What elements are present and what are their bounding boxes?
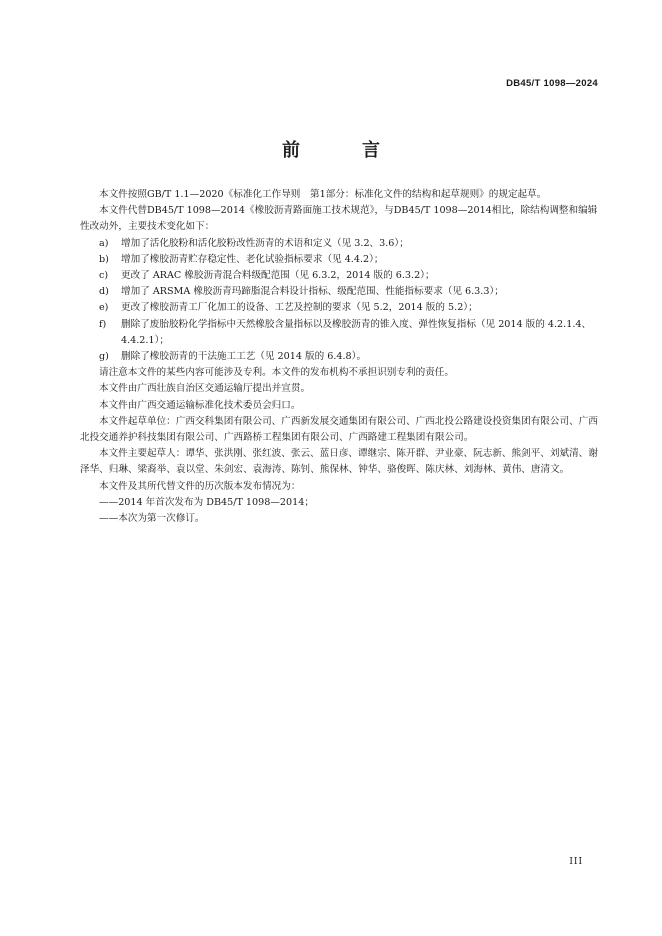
change-item-c	[80, 268, 600, 284]
change-text: 更改了橡胶沥青工厂化加工的设备、工艺及控制的要求（见 5.2，2014 版的 5.2）；	[121, 302, 478, 314]
paragraph-patent-notice: 请注意本文件的某些内容可能涉及专利。本文件的发布机构不承担识别专利的责任。	[99, 367, 454, 379]
change-item-d	[80, 284, 600, 300]
change-text: 增加了 ARSMA 橡胶沥青玛蹄脂混合料设计指标、级配范围、性能指标要求（见 6.3.3）；	[121, 286, 504, 298]
change-label: a)	[99, 237, 109, 249]
change-label: e)	[99, 302, 109, 314]
change-text: 删除了橡胶沥青的干法施工工艺（见 2014 版的 6.4.8）。	[121, 351, 367, 363]
change-label: c)	[99, 270, 109, 282]
foreword-body	[80, 187, 600, 527]
paragraph-centralized-by: 本文件由广西交通运输标准化技术委员会归口。	[99, 399, 301, 411]
paragraph-drafting-rules: 本文件按照GB/T 1.1—2020《标准化工作导则 第1部分：标准化文件的结构和起草规则》的规定起草。	[99, 189, 547, 200]
page-title: 前 言	[282, 140, 402, 161]
change-label: g)	[99, 351, 109, 363]
paragraph-history-intro: 本文件及其所代替文件的历次版本发布情况为：	[99, 480, 301, 492]
change-item-g	[80, 349, 600, 365]
history-item: ——本次为第一次修订。	[99, 513, 205, 525]
change-item-e	[80, 300, 600, 316]
change-item-a	[80, 236, 600, 252]
paragraph-drafters: 本文件主要起草人：谭华、张洪刚、张红波、张云、蓝日彦、谭继宗、陈开群、尹业豪、阮志新、熊剑平、刘斌清、谢泽华、归琳、梁裔举、袁以堂、朱剑宏、袁海涛、陈钊、熊保林、钟华、骆俊晖、陈庆林、刘海林、黄伟、唐清文。	[80, 448, 598, 476]
page-number: III	[569, 857, 583, 867]
history-item: ——2014 年首次发布为 DB45/T 1098—2014；	[99, 496, 314, 508]
change-text: 增加了活化胶粉和活化胶粉改性沥青的术语和定义（见 3.2、3.6）；	[121, 237, 409, 249]
change-label: b)	[99, 253, 109, 265]
change-text: 增加了橡胶沥青贮存稳定性、老化试验指标要求（见 4.4.2）；	[121, 253, 384, 265]
paragraph-proposed-by: 本文件由广西壮族自治区交通运输厅提出并宣贯。	[99, 383, 311, 395]
document-code: DB45/T 1098—2024	[506, 78, 598, 89]
change-label: f)	[99, 318, 107, 330]
change-label: d)	[99, 286, 109, 298]
paragraph-drafting-units: 本文件起草单位：广西交科集团有限公司、广西新发展交通集团有限公司、广西北投公路建设投资集团有限公司、广西北投交通养护科技集团有限公司、广西路桥工程集团有限公司、广西路建工程集团有限公司。	[80, 415, 598, 444]
change-text: 更改了 ARAC 橡胶沥青混合料级配范围（见 6.3.2，2014 版的 6.3.2）；	[121, 270, 435, 282]
change-item-f	[80, 317, 600, 349]
change-item-b	[80, 252, 600, 268]
paragraph-replacement: 本文件代替DB45/T 1098—2014《橡胶沥青路面施工技术规范》，与DB45/T 1098—2014相比，除结构调整和编辑性改动外，主要技术变化如下：	[80, 205, 598, 233]
change-text: 删除了废胎胶粉化学指标中天然橡胶含量指标以及橡胶沥青的锥入度、弹性恢复指标（见 2014 版的 4.2.1.4、4.4.2.1）；	[121, 318, 592, 346]
